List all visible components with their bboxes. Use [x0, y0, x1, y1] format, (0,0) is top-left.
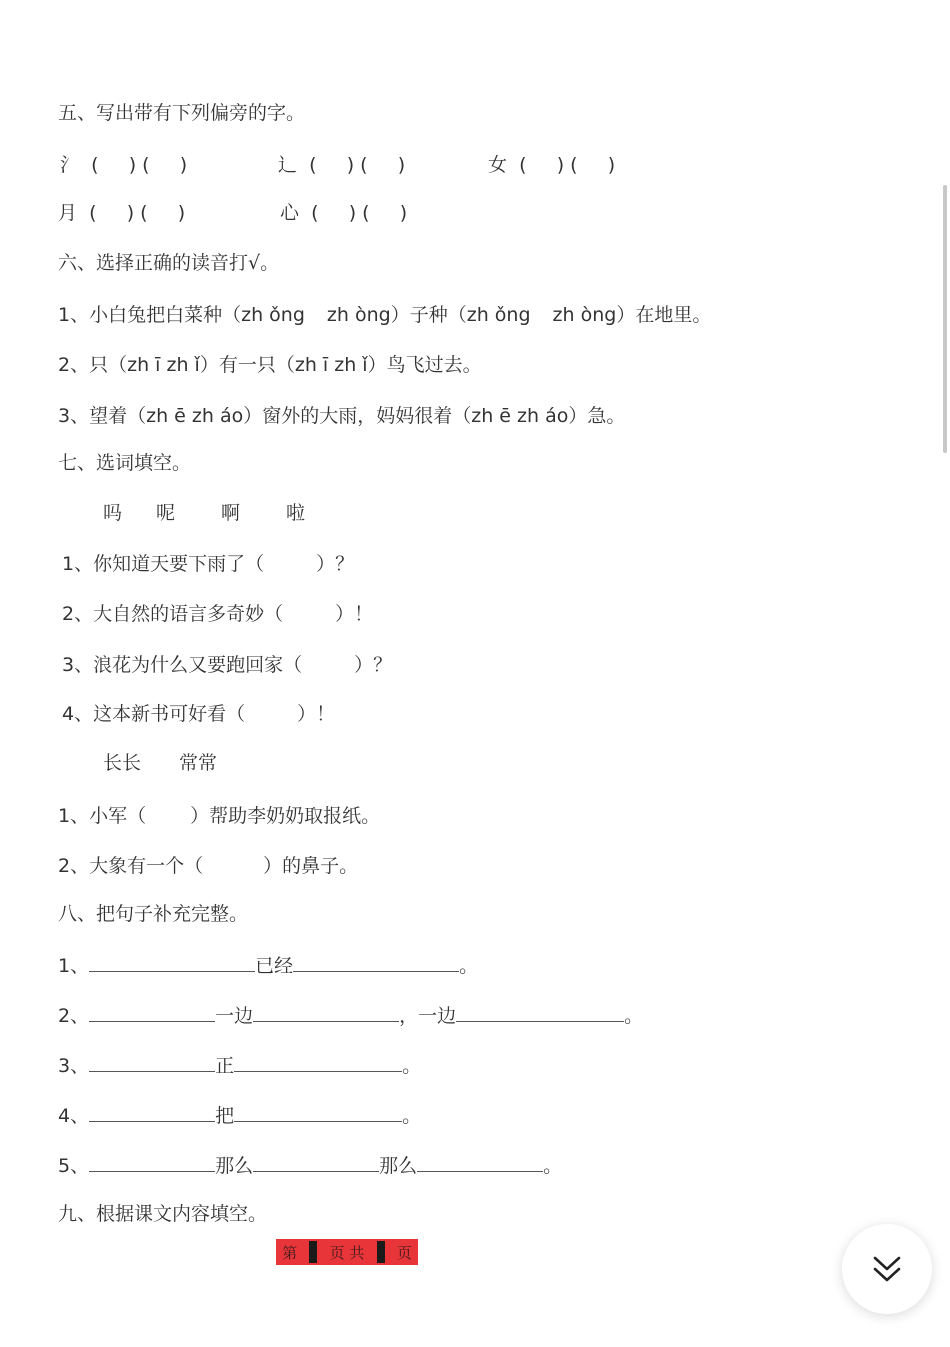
pinyin: zh ē zh áo — [471, 405, 569, 427]
radical: 女 — [488, 154, 508, 176]
word-choice: 啦 — [286, 502, 306, 524]
double-chevron-down-icon — [870, 1252, 904, 1286]
question-7-6: 2、大象有一个（ ）的鼻子。 — [58, 855, 359, 877]
pinyin: zh ī zh ǐ — [294, 354, 368, 376]
radical: 月 — [58, 202, 78, 224]
question-8-4: 4、 把 。 — [58, 1105, 422, 1127]
blank-line[interactable] — [234, 1053, 402, 1072]
blank-line[interactable] — [89, 1003, 215, 1022]
question-8-2: 2、 一边 ，一边 。 — [58, 1005, 644, 1027]
question-8-1: 1、 已经 。 — [58, 955, 479, 977]
radical: 辶 — [278, 154, 298, 176]
radical-row-2-b: 心 ( ) ( ) — [280, 202, 408, 224]
radical: 心 — [280, 202, 300, 224]
blank-line[interactable] — [456, 1003, 624, 1022]
blank-line[interactable] — [89, 953, 255, 972]
question-7-2: 2、大自然的语言多奇妙（ ）！ — [62, 603, 374, 625]
question-8-3: 3、 正 。 — [58, 1055, 422, 1077]
blank-line[interactable] — [89, 1103, 215, 1122]
section-9-title: 九、根据课文内容填空。 — [58, 1203, 268, 1225]
radical-row-1-c: 女 ( ) ( ) — [488, 154, 616, 176]
redaction-block — [377, 1241, 385, 1263]
question-7-5: 1、小军（ ）帮助李奶奶取报纸。 — [58, 805, 381, 827]
section-8-title: 八、把句子补充完整。 — [58, 903, 249, 925]
radical-row-1-b: 辶 ( ) ( ) — [278, 154, 406, 176]
scrollbar-thumb[interactable] — [943, 185, 947, 453]
word-choice: 吗 — [103, 502, 123, 524]
page-footer: 第 页 共 页 — [276, 1239, 418, 1265]
radical-row-2-a: 月 ( ) ( ) — [58, 202, 186, 224]
blank-line[interactable] — [253, 1003, 399, 1022]
question-6-1: 1、小白兔把白菜种（zh ǒng zh òng）子种（zh ǒng zh òng）在地里。 — [58, 304, 712, 326]
blank-line[interactable] — [417, 1153, 543, 1172]
pinyin: zh òng — [552, 304, 617, 326]
blank-line[interactable] — [293, 953, 459, 972]
pinyin: zh ē zh áo — [146, 405, 244, 427]
scroll-down-button[interactable] — [842, 1224, 932, 1314]
pinyin: zh ī zh ǐ — [127, 354, 200, 376]
radical: 氵 — [60, 154, 80, 176]
question-8-5: 5、 那么 那么 。 — [58, 1155, 563, 1177]
radical-row-1-a: 氵 ( ) ( ) — [60, 154, 188, 176]
word-choices-2 — [103, 750, 217, 776]
blank-line[interactable] — [89, 1053, 215, 1072]
question-6-2: 2、只（zh ī zh ǐ）有一只（zh ī zh ǐ）鸟飞过去。 — [58, 354, 482, 376]
word-choice: 呢 — [156, 502, 176, 524]
word-choice: 常常 — [179, 752, 218, 774]
pinyin: zh òng — [326, 304, 391, 326]
redaction-block — [309, 1241, 317, 1263]
pinyin: zh ǒng — [466, 304, 531, 326]
question-6-3: 3、望着（zh ē zh áo）窗外的大雨，妈妈很着（zh ē zh áo）急。 — [58, 405, 626, 427]
blank-line[interactable] — [89, 1153, 215, 1172]
word-choices-1 — [103, 500, 305, 526]
section-5-title: 五、写出带有下列偏旁的字。 — [58, 102, 306, 124]
blank-line[interactable] — [253, 1153, 379, 1172]
question-7-3: 3、浪花为什么又要跑回家（ ）？ — [62, 654, 393, 676]
question-7-1: 1、你知道天要下雨了（ ）？ — [62, 553, 355, 575]
section-6-title: 六、选择正确的读音打√。 — [58, 252, 280, 274]
word-choice: 啊 — [221, 502, 241, 524]
pinyin: zh ǒng — [241, 304, 305, 326]
section-7-title: 七、选词填空。 — [58, 452, 192, 474]
word-choice: 长长 — [103, 752, 142, 774]
question-7-4: 4、这本新书可好看（ ）！ — [62, 703, 336, 725]
blank-line[interactable] — [234, 1103, 402, 1122]
